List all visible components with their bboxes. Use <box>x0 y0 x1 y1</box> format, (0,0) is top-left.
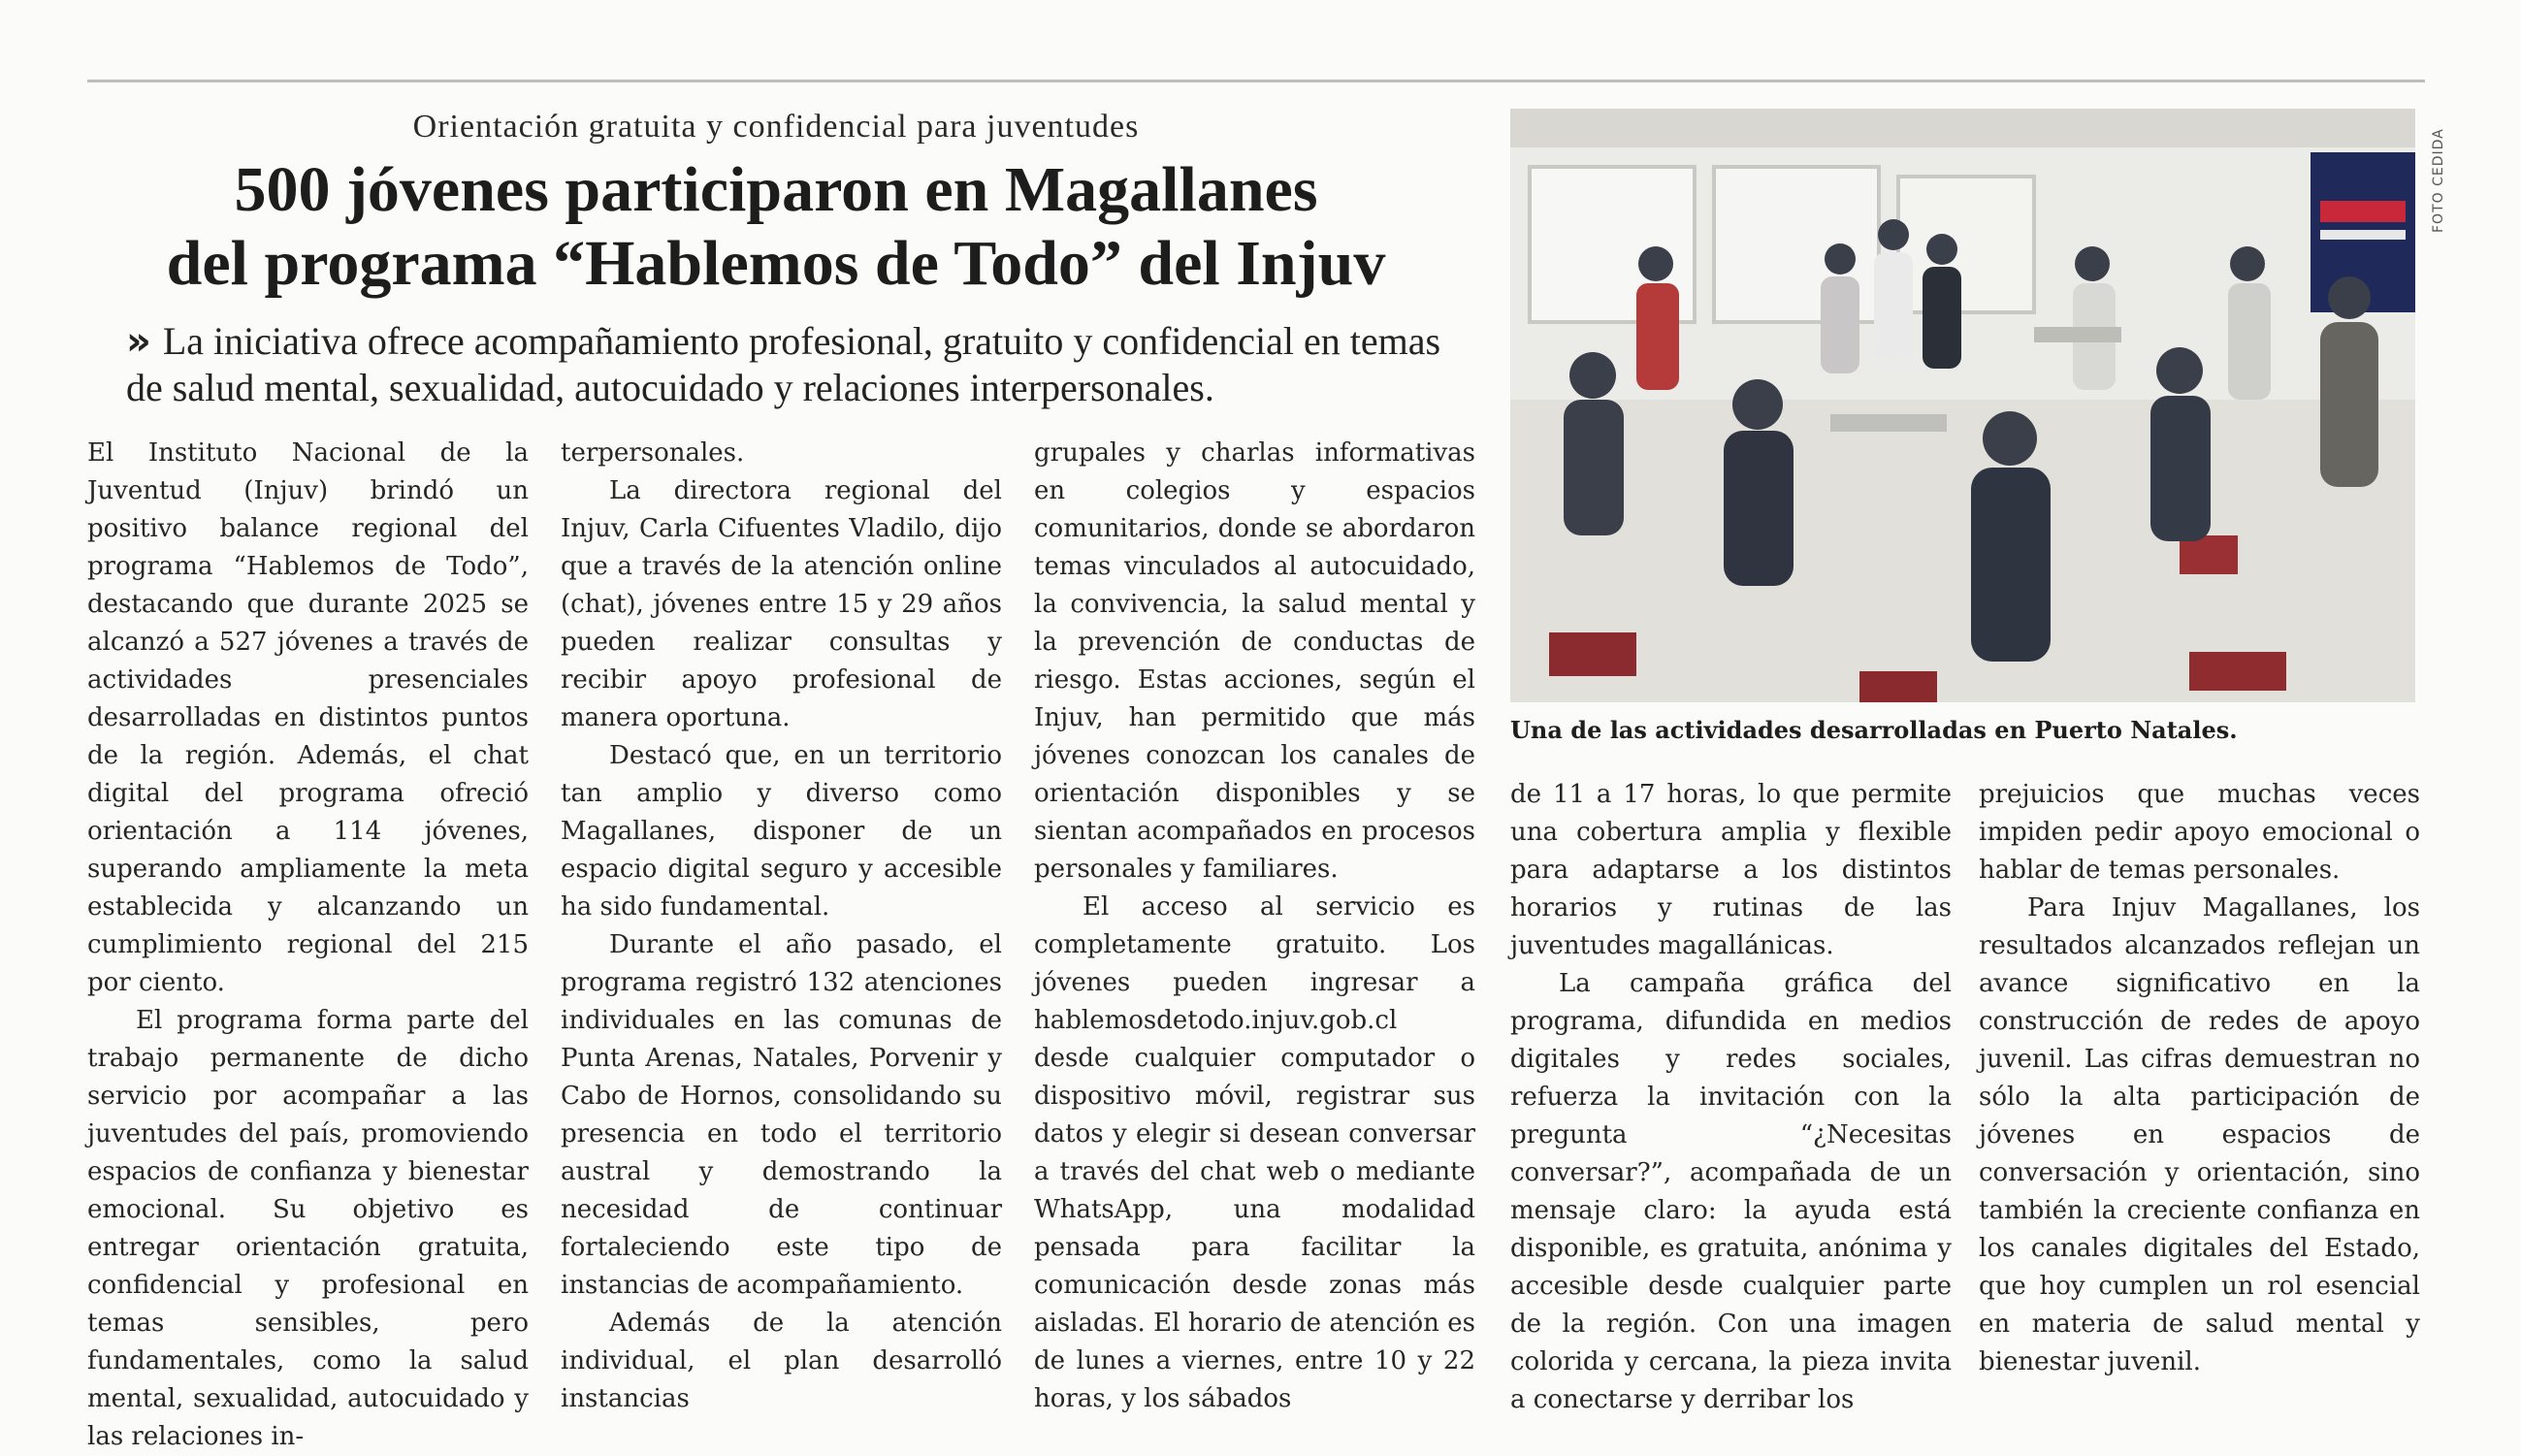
chevron-right-icon: » <box>126 319 151 364</box>
lead-summary <box>126 318 1445 411</box>
paragraph: El Instituto Nacional de la Juventud (Injuv) brindó un positivo balance regional del programa “Hablemos de Todo”, destacando que durante 2025 se alcanzó a 527 jóvenes a través de actividades presenciales desarrolladas en distintos puntos de la región. Además, el chat digital del programa ofreció orientación a 114 jóvenes, superando ampliamente la meta establecida y alcanzando un cumplimiento regional del 215 por ciento. <box>87 438 529 997</box>
photo-credit: FOTO CEDIDA <box>2431 128 2446 233</box>
text-column-3 <box>1034 435 1475 1418</box>
headline-line-2: del programa “Hablemos de Todo” del Injuv <box>166 228 1386 299</box>
headline <box>87 153 1465 301</box>
kicker: Orientación gratuita y confidencial para juventudes <box>412 109 1140 145</box>
paragraph: Destacó que, en un territorio tan amplio y diverso como Magallanes, disponer de un espacio digital seguro y accesible ha sido fundamental. <box>561 741 1002 922</box>
paragraph: terpersonales. <box>561 438 745 468</box>
text-column-5 <box>1979 776 2420 1381</box>
event-photo <box>1510 109 2415 702</box>
paragraph: El acceso al servicio es completamente gratuito. Los jóvenes pueden ingresar a hablemosdetodo.injuv.gob.cl desde cualquier computador o dispositivo móvil, registrar sus datos y elegir si desean conversar a través del chat web o mediante WhatsApp, una modalidad pensada para facilitar la comunicación desde zonas más aisladas. El horario de atención es de lunes a viernes, entre 10 y 22 horas, y los sábados <box>1034 892 1475 1413</box>
event-photo-illustration <box>1510 109 2415 702</box>
paragraph: Para Injuv Magallanes, los resultados alcanzados reflejan un avance significativo en la construcción de redes de apoyo juvenil. Las cifras demuestran no sólo la alta participación de jóvenes en espacios de conversación y orientación, sino también la creciente confianza en los canales digitales del Estado, que hoy cumplen un rol esencial en materia de salud mental y bienestar juvenil. <box>1979 893 2420 1376</box>
top-rule <box>87 80 2425 82</box>
paragraph: Además de la atención individual, el plan desarrolló instancias <box>561 1309 1002 1413</box>
lead-text: La iniciativa ofrece acompañamiento profesional, gratuito y confidencial en temas de salud mental, sexualidad, autocuidado y relaciones interpersonales. <box>126 319 1441 409</box>
paragraph: La directora regional del Injuv, Carla Cifuentes Vladilo, dijo que a través de la atención online (chat), jóvenes entre 15 y 29 años pueden realizar consultas y recibir apoyo profesional de manera oportuna. <box>561 476 1002 732</box>
text-column-1 <box>87 435 529 1456</box>
text-column-2 <box>561 435 1002 1418</box>
headline-line-1: 500 jóvenes participaron en Magallanes <box>234 154 1318 225</box>
text-column-4 <box>1510 776 1952 1419</box>
paragraph: El programa forma parte del trabajo permanente de dicho servicio por acompañar a las juventudes del país, promoviendo espacios de confianza y bienestar emocional. Su objetivo es entregar orientación gratuita, confidencial y profesional en temas sensibles, pero fundamentales, como la salud mental, sexualidad, autocuidado y las relaciones in- <box>87 1006 529 1451</box>
paragraph: de 11 a 17 horas, lo que permite una cobertura amplia y flexible para adaptarse a los distintos horarios y rutinas de las juventudes magallánicas. <box>1510 780 1952 960</box>
paragraph: La campaña gráfica del programa, difundida en medios digitales y redes sociales, refuerza la invitación con la pregunta “¿Necesitas conversar?”, acompañada de un mensaje claro: la ayuda está disponible, es gratuita, anónima y accesible desde cualquier parte de la región. Con una imagen colorida y cercana, la pieza invita a conectarse y derribar los <box>1510 969 1952 1414</box>
paragraph: Durante el año pasado, el programa registró 132 atenciones individuales en las comunas de Punta Arenas, Natales, Porvenir y Cabo de Hornos, consolidando su presencia en todo el territorio austral y demostrando la necesidad de continuar fortaleciendo este tipo de instancias de acompañamiento. <box>561 930 1002 1300</box>
paragraph: grupales y charlas informativas en colegios y espacios comunitarios, donde se abordaron temas vinculados al autocuidado, la convivencia, la salud mental y la prevención de conductas de riesgo. Estas acciones, según el Injuv, han permitido que más jóvenes conozcan los canales de orientación disponibles y se sientan acompañados en procesos personales y familiares. <box>1034 438 1475 884</box>
photo-caption: Una de las actividades desarrolladas en Puerto Natales. <box>1510 716 2238 744</box>
paragraph: prejuicios que muchas veces impiden pedir apoyo emocional o hablar de temas personales. <box>1979 780 2420 885</box>
